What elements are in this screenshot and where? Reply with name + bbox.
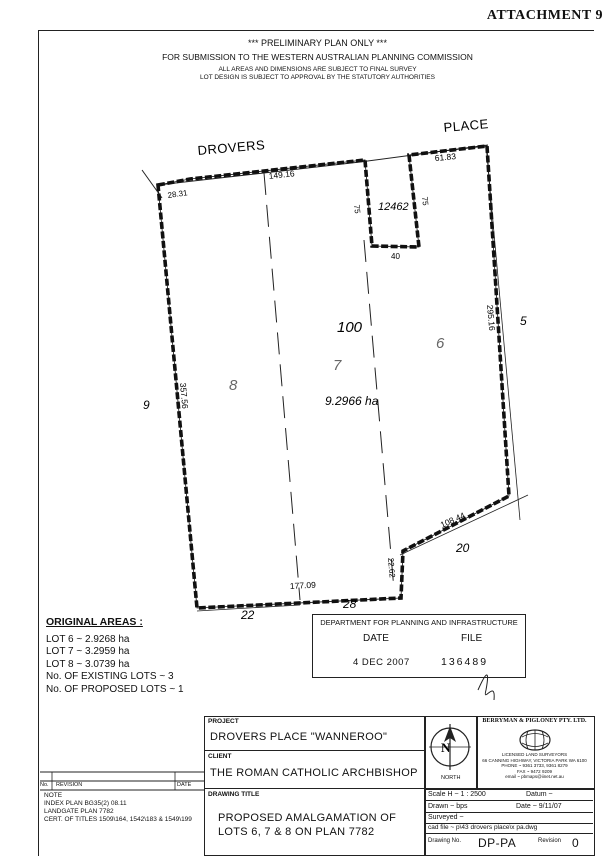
stamp-date-label: DATE	[363, 633, 389, 644]
preliminary-notice: *** PRELIMINARY PLAN ONLY ***	[248, 38, 387, 48]
dimension-label: 75	[352, 204, 362, 215]
drawn-text: Drawn ~ bps	[428, 803, 468, 810]
attachment-heading: ATTACHMENT 9	[486, 8, 603, 23]
drawing-title-label: DRAWING TITLE	[208, 791, 260, 798]
original-area-line: LOT 8 ~ 3.0739 ha	[46, 658, 130, 670]
datum-text: Datum ~	[526, 791, 553, 798]
dimension-label: 75	[420, 196, 430, 207]
revision-number: 0	[572, 836, 579, 850]
revision-number-label: Revision	[538, 838, 562, 844]
old-lot-label: 6	[436, 335, 445, 352]
original-area-line: No. OF EXISTING LOTS ~ 3	[46, 671, 174, 682]
firm-details	[478, 752, 591, 780]
original-area-line: LOT 6 ~ 2.9268 ha	[46, 633, 130, 645]
dimension-label: 357.56	[178, 382, 191, 410]
submission-notice: FOR SUBMISSION TO THE WESTERN AUSTRALIAN PLANNING COMMISSION	[162, 52, 473, 62]
title-block-divider	[204, 788, 424, 789]
adjacent-lot-label: 20	[456, 541, 470, 555]
svg-text:N: N	[441, 740, 451, 755]
firm-globe-icon	[518, 728, 552, 752]
firm-sub-line: 66 CANNING HIGHWAY, VICTORIA PARK WA 6100	[482, 757, 587, 763]
adjacent-lot-label: 22	[241, 608, 255, 622]
department-stamp	[312, 614, 526, 678]
lot-number-label: 12462	[378, 201, 409, 213]
approval-notice-line: LOT DESIGN IS SUBJECT TO APPROVAL BY THE STATUTORY AUTHORITIES	[200, 74, 435, 81]
original-areas-panel	[46, 616, 184, 696]
lot-area-label: 9.2966 ha	[325, 394, 379, 408]
survey-notice-line: ALL AREAS AND DIMENSIONS ARE SUBJECT TO FINAL SURVEY	[218, 66, 417, 73]
dimension-label: 295.16	[485, 304, 498, 332]
client-label: CLIENT	[208, 753, 232, 760]
firm-sub-line: LICENSED LAND SURVEYORS	[501, 752, 568, 757]
revision-no-header: No.	[40, 782, 49, 788]
dimension-label: 22.62	[386, 557, 397, 579]
scale-text: Scale H ~ 1 : 2500	[428, 791, 486, 798]
lot-100-boundary-thin	[158, 146, 509, 608]
note-line: INDEX PLAN BG35(2) 08.11	[44, 800, 127, 807]
firm-sub-line: FAX ~ 9472 9209	[517, 768, 552, 774]
dimension-label: 149.16	[268, 168, 296, 181]
drawing-title-line2: LOTS 6, 7 & 8 ON PLAN 7782	[218, 826, 375, 838]
cad-file-text: cad file ~ p\43 drovers place\x pa.dwg	[428, 824, 538, 831]
original-areas-title: ORIGINAL AREAS :	[46, 616, 143, 628]
old-lot-label: 8	[229, 377, 238, 394]
info-divider	[424, 833, 593, 834]
note-label: NOTE	[44, 792, 63, 799]
stamp-file-number: 136489	[441, 656, 489, 668]
road-label-place: PLACE	[442, 116, 490, 135]
note-line: CERT. OF TITLES 1509\164, 1542\183 & 1549\199	[44, 816, 192, 823]
original-area-line: LOT 7 ~ 3.2959 ha	[46, 646, 130, 657]
old-lot-line	[264, 173, 300, 600]
dimension-label: 28.31	[167, 188, 189, 200]
boundary-line	[486, 145, 520, 520]
note-line: LANDGATE PLAN 7782	[44, 808, 114, 815]
drawing-title-line1: PROPOSED AMALGAMATION OF	[218, 812, 397, 824]
surveyed-text: Surveyed ~	[428, 814, 464, 821]
north-arrow-icon	[427, 722, 473, 772]
revision-date-header: DATE	[177, 782, 192, 788]
north-label: NORTH	[441, 775, 461, 781]
revision-header: REVISION	[56, 782, 83, 788]
notes-block	[44, 792, 192, 824]
stamp-file-label: FILE	[461, 633, 483, 644]
dimension-label: 108.44	[438, 510, 467, 530]
stamp-title: DEPARTMENT FOR PLANNING AND INFRASTRUCTURE	[320, 618, 518, 627]
drawn-date-text: Date ~ 9/11/07	[516, 803, 562, 810]
drawing-number: DP-PA	[478, 836, 517, 850]
project-label: PROJECT	[208, 718, 239, 725]
dimension-label: 61.83	[434, 151, 457, 163]
firm-name: BERRYMAN & PIGLONEY PTY. LTD.	[482, 718, 587, 724]
adjacent-lot-label: 9	[143, 398, 150, 412]
dimension-label: 177.09	[289, 579, 317, 591]
dimension-label: 40	[391, 252, 400, 261]
firm-sub-line: PHONE ~ 9361 3733, 9361 8279	[501, 763, 568, 769]
stamp-date: 4 DEC 2007	[353, 657, 410, 668]
firm-sub-line: email ~ pbmaps@iinet.net.au	[505, 774, 564, 780]
signature-mark	[478, 675, 494, 700]
info-divider	[424, 800, 593, 801]
old-lot-line	[364, 240, 394, 590]
old-lot-label: 7	[333, 357, 342, 374]
road-label-drovers: DROVERS	[196, 137, 266, 158]
adjacent-lot-label: 28	[343, 597, 357, 611]
title-block-divider	[204, 750, 424, 751]
drawing-no-label: Drawing No.	[428, 838, 462, 844]
adjacent-lot-label: 5	[520, 314, 527, 328]
info-divider	[424, 812, 593, 813]
lot-number-label: 100	[337, 319, 363, 336]
original-area-line: No. OF PROPOSED LOTS ~ 1	[46, 683, 184, 695]
lot-100-boundary	[158, 146, 509, 608]
client-name: THE ROMAN CATHOLIC ARCHBISHOP	[210, 767, 418, 779]
project-name: DROVERS PLACE "WANNEROO"	[210, 731, 388, 743]
